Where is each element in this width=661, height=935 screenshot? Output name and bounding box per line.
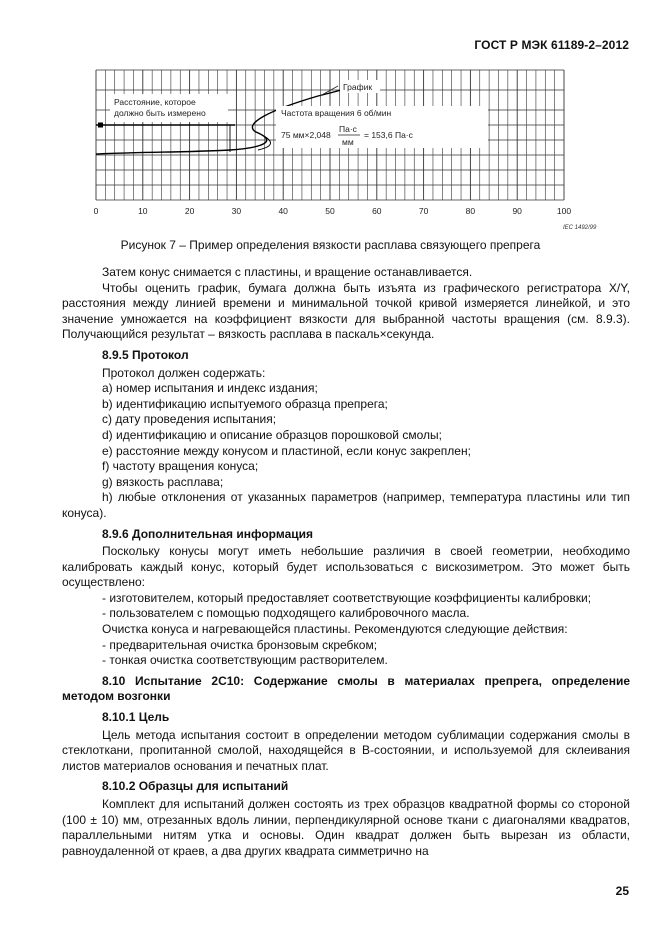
x-tick-label: 20 [184, 206, 195, 216]
distance-label-line1: Расстояние, которое [114, 97, 196, 107]
paragraph: c) дату проведения испытания; [102, 412, 277, 427]
section-heading: 8.10.1 Цель [102, 710, 170, 725]
paragraph: Комплект для испытаний должен состоять из трех образцов квадратной формы со стороной (100 ± 10) мм, отрезанных вдоль линии, перпендикулярной основе ткани с диагоналями квадратов, параллельными нитям утка и основы. Один квадрат должен быть вырезан из области, равноудаленной от краев, а два других квадрата симметрично на [62, 797, 630, 858]
paragraph: Протокол должен содержать: [102, 365, 266, 380]
distance-label-line2: должно быть измерено [114, 108, 206, 118]
figure-caption: Рисунок 7 – Пример определения вязкости расплава связующего препрега [120, 238, 541, 252]
paragraph: - предварительная очистка бронзовым скребком; [102, 637, 378, 652]
x-tick-label: 60 [372, 206, 382, 216]
chart-svg [80, 66, 620, 238]
paragraph: - изготовителем, который предоставляет соответствующие коэффициенты калибровки; [102, 590, 592, 605]
x-tick-label: 90 [512, 206, 522, 216]
paragraph: - тонкая очистка соответствующим растворителем. [102, 653, 388, 668]
iec-reference: IEC 1492/99 [563, 225, 597, 231]
paragraph: Затем конус снимается с пластины, и вращение останавливается. [102, 265, 473, 279]
paragraph: h) любые отклонения от указанных параметров (например, температура пластины или тип конуса). [62, 490, 630, 520]
section-heading: 8.10.2 Образцы для испытаний [102, 779, 289, 794]
formula-numerator: Па·с [339, 124, 357, 134]
paragraph: d) идентификацию и описание образцов порошковой смолы; [102, 427, 442, 442]
section-heading: 8.9.6 Дополнительная информация [102, 526, 314, 541]
formula-left: 75 мм×2,048 [281, 130, 331, 140]
paragraph: e) расстояние между конусом и пластиной, если конус закреплен; [102, 443, 471, 458]
section-heading: 8.10 Испытание 2С10: Содержание смолы в материалах препрега, определение методом возгонки [62, 673, 630, 704]
body-text [62, 265, 630, 859]
paragraph: g) вязкость расплава; [102, 474, 224, 489]
x-tick-label: 70 [418, 206, 429, 216]
paragraph: f) частоту вращения конуса; [102, 459, 259, 474]
x-tick-label: 80 [465, 206, 476, 216]
paragraph: a) номер испытания и индекс издания; [102, 381, 318, 396]
x-tick-label: 100 [556, 206, 572, 216]
time-line-start-marker [98, 123, 103, 128]
formula-denominator: мм [342, 137, 354, 147]
x-tick-label: 40 [278, 206, 288, 216]
formula-right: = 153,6 Па·с [364, 130, 413, 140]
x-tick-label: 30 [231, 206, 242, 216]
paragraph: Поскольку конусы могут иметь небольшие различия в своей геометрии, необходимо калибровать каждый конус, который будет использоваться с вискозиметром. Это может быть осуществлено: [62, 544, 630, 590]
x-tick-label: 50 [325, 206, 335, 216]
page-number: 25 [615, 884, 629, 898]
section-heading: 8.9.5 Протокол [102, 347, 189, 362]
paragraph: Очистка конуса и нагревающейся пластины. Рекомендуются следующие действия: [102, 622, 568, 637]
paragraph: Цель метода испытания состоит в определении методом сублимации содержания смолы в стеклоткани, пропитанной смолой, находящейся в B-состоянии, и используемой для склеивания листов материалов основания и печатных плат. [62, 727, 630, 773]
page-header: ГОСТ Р МЭК 61189-2–2012 [474, 38, 629, 52]
curve-loop [256, 132, 271, 150]
x-tick-label: 10 [138, 206, 148, 216]
graph-label: График [343, 82, 373, 92]
paragraph: b) идентификацию испытуемого образца препрега; [102, 396, 388, 411]
paragraph: - пользователем с помощью подходящего калибровочного масла. [102, 606, 470, 621]
x-tick-label: 0 [93, 206, 99, 216]
speed-label: Частота вращения 6 об/мин [281, 108, 392, 118]
x-axis-ticks [94, 206, 572, 216]
paragraph: Чтобы оценить график, бумага должна быть изъята из графического регистратора X/Y, расстояния между линией времени и минимальной точкой кривой измеряется линейкой, и это значение умножается на коэффициент вязкости для выбранной частоты вращения (см. 8.9.3). Получающийся результат – вязкость расплава в паскаль×секунда. [62, 280, 630, 342]
viscosity-chart-figure [80, 66, 620, 238]
